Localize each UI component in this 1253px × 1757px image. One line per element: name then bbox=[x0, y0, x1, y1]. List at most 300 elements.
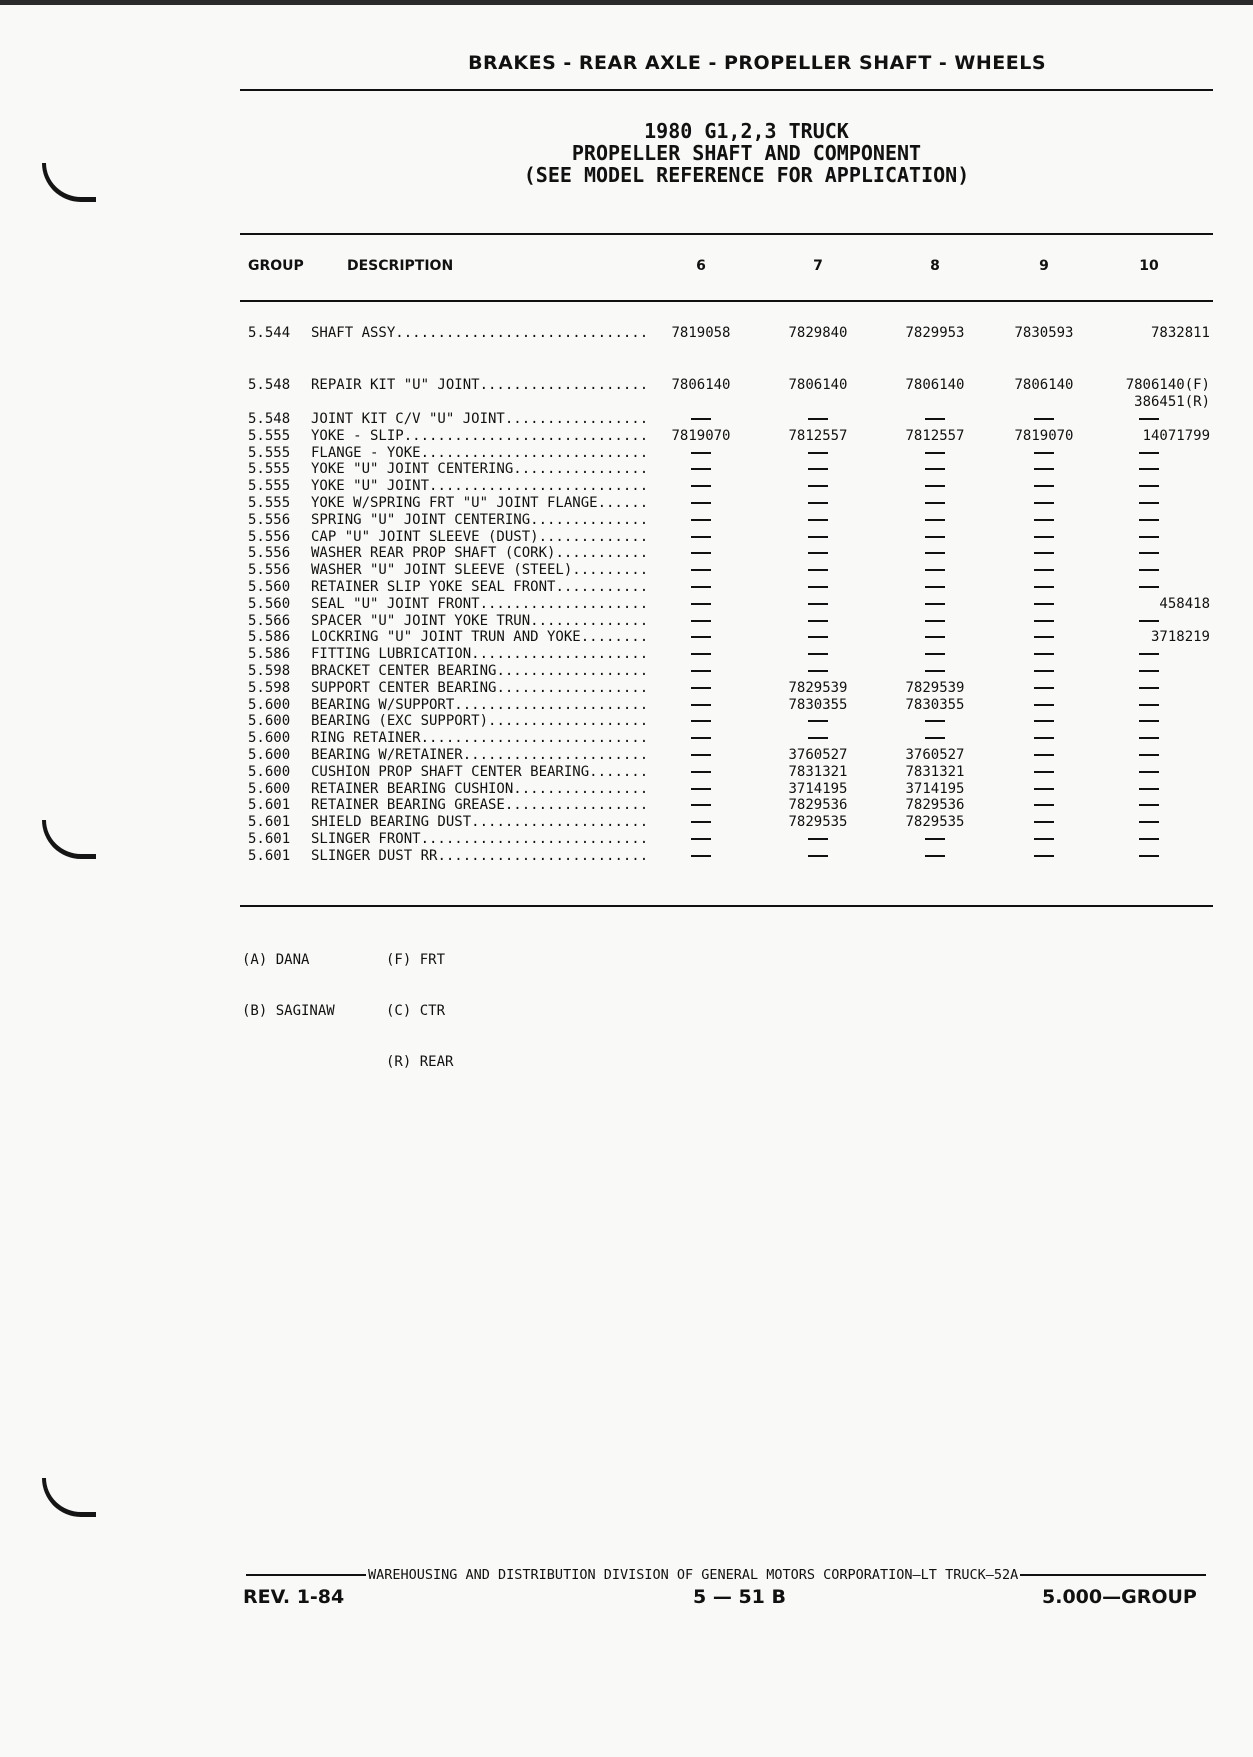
row-description bbox=[311, 680, 646, 697]
row-part-number-col8 bbox=[880, 562, 990, 579]
row-group-code: 5.556 bbox=[248, 528, 291, 545]
row-description bbox=[311, 461, 646, 478]
row-description-text: RETAINER BEARING GREASE bbox=[311, 797, 505, 814]
not-applicable-dash bbox=[1034, 788, 1054, 790]
row-part-number-col10 bbox=[1094, 495, 1204, 512]
row-description-text: SEAL "U" JOINT FRONT bbox=[311, 595, 480, 612]
row-description-text: JOINT KIT C/V "U" JOINT bbox=[311, 411, 505, 427]
row-part-number-col9 bbox=[989, 461, 1099, 478]
not-applicable-dash bbox=[1139, 536, 1159, 538]
not-applicable-dash bbox=[925, 620, 945, 622]
not-applicable-dash bbox=[808, 720, 828, 722]
not-applicable-dash bbox=[691, 519, 711, 521]
row-part-number-col6 bbox=[646, 596, 756, 613]
row-part-number-col7: 7829535 bbox=[788, 814, 848, 831]
row-description-text: SHIELD BEARING DUST bbox=[311, 814, 472, 831]
row-part-number-col9 bbox=[989, 596, 1099, 613]
not-applicable-dash bbox=[1034, 569, 1054, 571]
not-applicable-dash bbox=[1034, 485, 1054, 487]
not-applicable-dash bbox=[808, 620, 828, 622]
row-part-number-col10 bbox=[1094, 411, 1204, 428]
row-part-number-col8 bbox=[880, 445, 990, 462]
row-part-number-col10 bbox=[1094, 781, 1204, 798]
row-part-number-col10 bbox=[1094, 730, 1204, 747]
row-part-number-col10 bbox=[1094, 461, 1204, 478]
not-applicable-dash bbox=[1034, 720, 1054, 722]
row-group-code: 5.555 bbox=[248, 461, 291, 478]
row-part-number-col6 bbox=[646, 713, 756, 730]
not-applicable-dash bbox=[1034, 636, 1054, 638]
row-part-number-col6 bbox=[646, 445, 756, 462]
title-line-2: PROPELLER SHAFT AND COMPONENT bbox=[571, 141, 922, 165]
not-applicable-dash bbox=[1139, 519, 1159, 521]
row-part-number-col9 bbox=[989, 797, 1099, 814]
row-part-number-col9: 7819070 bbox=[1014, 427, 1074, 444]
not-applicable-dash bbox=[691, 418, 711, 420]
row-part-number-col7 bbox=[763, 713, 873, 730]
not-applicable-dash bbox=[691, 855, 711, 857]
not-applicable-dash bbox=[1139, 687, 1159, 689]
row-part-number-col7 bbox=[763, 411, 873, 428]
not-applicable-dash bbox=[808, 552, 828, 554]
column-header-7: 7 bbox=[813, 258, 823, 274]
row-part-number-col8 bbox=[880, 613, 990, 630]
row-part-number-col7: 7831321 bbox=[788, 763, 848, 780]
title-line-1: 1980 G1,2,3 TRUCK bbox=[644, 119, 849, 143]
row-description-text: WASHER "U" JOINT SLEEVE (STEEL) bbox=[311, 562, 573, 579]
row-part-number-col10 bbox=[1094, 545, 1204, 562]
row-part-number-col7 bbox=[763, 663, 873, 680]
row-description bbox=[311, 495, 646, 512]
not-applicable-dash bbox=[925, 536, 945, 538]
not-applicable-dash bbox=[691, 536, 711, 538]
row-part-number-col9 bbox=[989, 730, 1099, 747]
row-description bbox=[311, 663, 646, 680]
row-description bbox=[311, 613, 646, 630]
not-applicable-dash bbox=[1139, 771, 1159, 773]
not-applicable-dash bbox=[1139, 788, 1159, 790]
not-applicable-dash bbox=[1139, 804, 1159, 806]
row-part-number-col6 bbox=[646, 646, 756, 663]
row-part-number-col9 bbox=[989, 713, 1099, 730]
row-part-number-col9 bbox=[989, 613, 1099, 630]
row-group-code: 5.556 bbox=[248, 562, 291, 579]
not-applicable-dash bbox=[1034, 586, 1054, 588]
row-part-number-col10 bbox=[1094, 512, 1204, 529]
not-applicable-dash bbox=[1034, 670, 1054, 672]
not-applicable-dash bbox=[1139, 704, 1159, 706]
row-part-number-col10 bbox=[1094, 579, 1204, 596]
footer-division-line bbox=[246, 1567, 1206, 1583]
not-applicable-dash bbox=[691, 452, 711, 454]
row-part-number-col8 bbox=[880, 848, 990, 865]
row-description bbox=[311, 579, 646, 596]
row-part-number-col7: 3714195 bbox=[788, 780, 848, 797]
not-applicable-dash bbox=[691, 737, 711, 739]
not-applicable-dash bbox=[808, 536, 828, 538]
row-description bbox=[311, 478, 646, 495]
not-applicable-dash bbox=[1139, 737, 1159, 739]
row-description bbox=[311, 545, 646, 562]
not-applicable-dash bbox=[1034, 653, 1054, 655]
row-part-number-col8 bbox=[880, 831, 990, 848]
row-part-number-col8: 7831321 bbox=[905, 763, 965, 780]
not-applicable-dash bbox=[1139, 552, 1159, 554]
row-description-text: SLINGER DUST RR bbox=[311, 847, 438, 864]
row-group-code: 5.600 bbox=[248, 780, 291, 797]
row-part-number-col8 bbox=[880, 646, 990, 663]
row-part-number-col8: 7829539 bbox=[905, 679, 965, 696]
row-part-number-col8: 7812557 bbox=[905, 427, 965, 444]
row-description-text: REPAIR KIT "U" JOINT bbox=[311, 377, 480, 393]
row-description-text: RETAINER SLIP YOKE SEAL FRONT bbox=[311, 579, 556, 595]
row-part-number-col9 bbox=[989, 545, 1099, 562]
row-part-number-col9 bbox=[989, 680, 1099, 697]
binder-hole-mark bbox=[42, 163, 96, 202]
row-part-number-col7: 7806140 bbox=[788, 377, 848, 393]
row-part-number-col10 bbox=[1094, 445, 1204, 462]
footer-revision: REV. 1-84 bbox=[243, 1586, 345, 1608]
row-part-number-col9 bbox=[989, 411, 1099, 428]
row-part-number-col9: 7806140 bbox=[1014, 377, 1074, 393]
not-applicable-dash bbox=[808, 653, 828, 655]
not-applicable-dash bbox=[925, 519, 945, 521]
not-applicable-dash bbox=[1034, 754, 1054, 756]
column-header-9: 9 bbox=[1039, 258, 1049, 274]
not-applicable-dash bbox=[691, 687, 711, 689]
not-applicable-dash bbox=[691, 788, 711, 790]
not-applicable-dash bbox=[691, 603, 711, 605]
row-group-code: 5.598 bbox=[248, 679, 291, 696]
row-part-number-col6: 7819070 bbox=[671, 427, 731, 444]
row-part-number-col7 bbox=[763, 445, 873, 462]
row-part-number-col10 bbox=[1094, 831, 1204, 848]
not-applicable-dash bbox=[691, 653, 711, 655]
not-applicable-dash bbox=[925, 720, 945, 722]
row-group-code: 5.586 bbox=[248, 646, 291, 663]
row-part-number-col8 bbox=[880, 411, 990, 428]
not-applicable-dash bbox=[925, 636, 945, 638]
row-part-number-col8 bbox=[880, 461, 990, 478]
row-description-text: SPACER "U" JOINT YOKE TRUN bbox=[311, 612, 531, 629]
row-part-number-col6 bbox=[646, 613, 756, 630]
row-description-text: BEARING W/SUPPORT bbox=[311, 696, 455, 713]
row-part-number-col7 bbox=[763, 831, 873, 848]
row-part-number-col9 bbox=[989, 848, 1099, 865]
section-header-text: BRAKES - REAR AXLE - PROPELLER SHAFT - WHEELS bbox=[468, 52, 1046, 74]
row-part-number-col9 bbox=[989, 445, 1099, 462]
row-description-text: YOKE - SLIP bbox=[311, 427, 404, 444]
not-applicable-dash bbox=[1034, 838, 1054, 840]
row-part-number-col10: 3718219 bbox=[1150, 629, 1210, 646]
row-description bbox=[311, 562, 646, 579]
row-part-number-col6 bbox=[646, 461, 756, 478]
row-description bbox=[311, 730, 646, 747]
row-part-number-col6 bbox=[646, 730, 756, 747]
row-part-number-col6 bbox=[646, 747, 756, 764]
not-applicable-dash bbox=[1034, 821, 1054, 823]
not-applicable-dash bbox=[1034, 687, 1054, 689]
row-description bbox=[311, 797, 646, 814]
row-description-text: CAP "U" JOINT SLEEVE (DUST) bbox=[311, 528, 539, 545]
row-description-text: SLINGER FRONT bbox=[311, 831, 421, 847]
row-part-number-col10 bbox=[1094, 613, 1204, 630]
row-group-code: 5.600 bbox=[248, 763, 291, 780]
row-part-number-col7 bbox=[763, 562, 873, 579]
row-part-number-col8: 7829536 bbox=[905, 797, 965, 814]
row-part-number-col6: 7819058 bbox=[671, 325, 731, 341]
not-applicable-dash bbox=[1139, 586, 1159, 588]
row-part-number-col10 bbox=[1094, 848, 1204, 865]
row-group-code: 5.600 bbox=[248, 747, 291, 763]
not-applicable-dash bbox=[925, 552, 945, 554]
row-part-number-col6 bbox=[646, 529, 756, 546]
row-group-code: 5.548 bbox=[248, 377, 291, 393]
not-applicable-dash bbox=[691, 620, 711, 622]
row-part-number-col6 bbox=[646, 411, 756, 428]
not-applicable-dash bbox=[808, 670, 828, 672]
not-applicable-dash bbox=[1139, 502, 1159, 504]
not-applicable-dash bbox=[691, 821, 711, 823]
row-part-number-col10: 7806140(F) bbox=[1125, 377, 1210, 393]
row-part-number-col10 bbox=[1094, 764, 1204, 781]
row-description bbox=[311, 697, 646, 714]
row-description-text: YOKE "U" JOINT bbox=[311, 478, 430, 495]
row-group-code: 5.560 bbox=[248, 579, 291, 595]
row-part-number-col10: 458418 bbox=[1159, 595, 1210, 612]
row-part-number-col10 bbox=[1094, 814, 1204, 831]
not-applicable-dash bbox=[691, 771, 711, 773]
row-part-number-col8: 3760527 bbox=[905, 747, 965, 763]
not-applicable-dash bbox=[808, 519, 828, 521]
not-applicable-dash bbox=[1139, 653, 1159, 655]
not-applicable-dash bbox=[1034, 804, 1054, 806]
row-part-number-col10 bbox=[1094, 663, 1204, 680]
row-description-text: FITTING LUBRICATION bbox=[311, 646, 472, 663]
not-applicable-dash bbox=[808, 452, 828, 454]
header-bottom-rule bbox=[240, 300, 1213, 302]
row-part-number-col7 bbox=[763, 512, 873, 529]
row-part-number-col6 bbox=[646, 545, 756, 562]
table-top-rule bbox=[240, 233, 1213, 235]
row-group-code: 5.601 bbox=[248, 814, 291, 831]
not-applicable-dash bbox=[691, 670, 711, 672]
not-applicable-dash bbox=[691, 804, 711, 806]
not-applicable-dash bbox=[1139, 670, 1159, 672]
not-applicable-dash bbox=[1139, 838, 1159, 840]
row-part-number-col9 bbox=[989, 831, 1099, 848]
row-part-number-col10-rear: 386451(R) bbox=[1134, 394, 1210, 410]
column-header-10: 10 bbox=[1139, 258, 1159, 274]
row-description-text: RETAINER BEARING CUSHION bbox=[311, 780, 514, 797]
row-part-number-col7 bbox=[763, 613, 873, 630]
row-part-number-col9 bbox=[989, 495, 1099, 512]
not-applicable-dash bbox=[691, 552, 711, 554]
row-group-code: 5.600 bbox=[248, 730, 291, 747]
row-part-number-col9 bbox=[989, 697, 1099, 714]
not-applicable-dash bbox=[1139, 452, 1159, 454]
row-part-number-col6 bbox=[646, 680, 756, 697]
not-applicable-dash bbox=[1034, 536, 1054, 538]
legend-position bbox=[386, 918, 453, 1088]
row-part-number-col9 bbox=[989, 663, 1099, 680]
not-applicable-dash bbox=[808, 468, 828, 470]
row-part-number-col6 bbox=[646, 663, 756, 680]
row-part-number-col9 bbox=[989, 629, 1099, 646]
not-applicable-dash bbox=[1034, 771, 1054, 773]
row-group-code: 5.555 bbox=[248, 427, 291, 444]
binder-hole-mark bbox=[42, 820, 96, 859]
row-part-number-col8 bbox=[880, 713, 990, 730]
header-rule bbox=[240, 89, 1213, 91]
not-applicable-dash bbox=[1139, 720, 1159, 722]
row-description-text: BEARING W/RETAINER bbox=[311, 747, 463, 763]
not-applicable-dash bbox=[691, 485, 711, 487]
row-part-number-col7: 3760527 bbox=[788, 747, 848, 763]
not-applicable-dash bbox=[808, 586, 828, 588]
row-part-number-col8: 7829953 bbox=[905, 325, 965, 341]
row-part-number-col8 bbox=[880, 579, 990, 596]
row-part-number-col7 bbox=[763, 629, 873, 646]
not-applicable-dash bbox=[691, 720, 711, 722]
row-part-number-col10: 7832811 bbox=[1150, 325, 1210, 341]
not-applicable-dash bbox=[691, 569, 711, 571]
row-part-number-col10: 14071799 bbox=[1142, 427, 1210, 444]
not-applicable-dash bbox=[925, 653, 945, 655]
not-applicable-dash bbox=[1139, 754, 1159, 756]
not-applicable-dash bbox=[925, 418, 945, 420]
column-header-6: 6 bbox=[696, 258, 706, 274]
row-part-number-col8 bbox=[880, 629, 990, 646]
row-description bbox=[311, 445, 646, 462]
row-part-number-col9 bbox=[989, 529, 1099, 546]
row-group-code: 5.560 bbox=[248, 595, 291, 612]
row-part-number-col10 bbox=[1094, 478, 1204, 495]
column-header-description: DESCRIPTION bbox=[347, 258, 454, 274]
row-part-number-col9: 7830593 bbox=[1014, 325, 1074, 341]
row-part-number-col9 bbox=[989, 646, 1099, 663]
row-description bbox=[311, 646, 646, 663]
row-description bbox=[311, 377, 646, 394]
legend-item: (A) DANA bbox=[242, 952, 310, 968]
not-applicable-dash bbox=[691, 704, 711, 706]
row-part-number-col10 bbox=[1094, 646, 1204, 663]
column-header-8: 8 bbox=[930, 258, 940, 274]
not-applicable-dash bbox=[1034, 519, 1054, 521]
not-applicable-dash bbox=[808, 855, 828, 857]
title-line-3: (SEE MODEL REFERENCE FOR APPLICATION) bbox=[523, 163, 970, 187]
not-applicable-dash bbox=[925, 670, 945, 672]
row-part-number-col7 bbox=[763, 495, 873, 512]
row-description-text: RING RETAINER bbox=[311, 730, 421, 747]
row-description bbox=[311, 596, 646, 613]
not-applicable-dash bbox=[1139, 468, 1159, 470]
row-description bbox=[311, 325, 646, 342]
not-applicable-dash bbox=[691, 502, 711, 504]
row-part-number-col8 bbox=[880, 730, 990, 747]
row-part-number-col7 bbox=[763, 596, 873, 613]
row-description bbox=[311, 411, 646, 428]
row-description bbox=[311, 848, 646, 865]
not-applicable-dash bbox=[1034, 452, 1054, 454]
not-applicable-dash bbox=[925, 737, 945, 739]
page-top-edge bbox=[0, 0, 1253, 5]
row-group-code: 5.601 bbox=[248, 797, 291, 814]
not-applicable-dash bbox=[925, 452, 945, 454]
row-part-number-col7 bbox=[763, 579, 873, 596]
page-title bbox=[240, 120, 1253, 186]
row-description bbox=[311, 747, 646, 764]
not-applicable-dash bbox=[1034, 603, 1054, 605]
row-part-number-col7 bbox=[763, 545, 873, 562]
not-applicable-dash bbox=[925, 502, 945, 504]
row-part-number-col10 bbox=[1094, 562, 1204, 579]
not-applicable-dash bbox=[925, 569, 945, 571]
row-group-code: 5.555 bbox=[248, 478, 291, 495]
row-description bbox=[311, 529, 646, 546]
not-applicable-dash bbox=[1034, 468, 1054, 470]
binder-hole-mark bbox=[42, 1478, 96, 1517]
not-applicable-dash bbox=[808, 418, 828, 420]
row-part-number-col9 bbox=[989, 781, 1099, 798]
row-part-number-col9 bbox=[989, 512, 1099, 529]
row-group-code: 5.566 bbox=[248, 612, 291, 629]
row-group-code: 5.556 bbox=[248, 511, 291, 528]
row-part-number-col6 bbox=[646, 781, 756, 798]
not-applicable-dash bbox=[808, 636, 828, 638]
row-part-number-col6 bbox=[646, 831, 756, 848]
not-applicable-dash bbox=[1139, 569, 1159, 571]
not-applicable-dash bbox=[1034, 552, 1054, 554]
column-header-group: GROUP bbox=[248, 258, 304, 274]
row-description-text: YOKE W/SPRING FRT "U" JOINT FLANGE bbox=[311, 495, 598, 511]
row-description-text: BEARING (EXC SUPPORT) bbox=[311, 713, 489, 730]
row-part-number-col7 bbox=[763, 646, 873, 663]
row-description-text: LOCKRING "U" JOINT TRUN AND YOKE bbox=[311, 629, 581, 646]
not-applicable-dash bbox=[925, 586, 945, 588]
row-part-number-col6 bbox=[646, 478, 756, 495]
legend-item: (C) CTR bbox=[386, 1003, 446, 1019]
row-description bbox=[311, 781, 646, 798]
row-part-number-col10 bbox=[1094, 713, 1204, 730]
row-part-number-col7 bbox=[763, 461, 873, 478]
row-part-number-col7 bbox=[763, 730, 873, 747]
row-part-number-col8: 7806140 bbox=[905, 377, 965, 393]
row-part-number-col10 bbox=[1094, 680, 1204, 697]
row-part-number-col6 bbox=[646, 697, 756, 714]
footer-division-text: WAREHOUSING AND DISTRIBUTION DIVISION OF GENERAL MOTORS CORPORATION—LT TRUCK—52A bbox=[368, 1567, 1019, 1583]
not-applicable-dash bbox=[808, 737, 828, 739]
row-group-code: 5.600 bbox=[248, 713, 291, 730]
not-applicable-dash bbox=[1034, 855, 1054, 857]
row-group-code: 5.601 bbox=[248, 847, 291, 864]
row-part-number-col6 bbox=[646, 562, 756, 579]
row-group-code: 5.555 bbox=[248, 444, 291, 461]
row-part-number-col6 bbox=[646, 579, 756, 596]
row-part-number-col6: 7806140 bbox=[671, 377, 731, 393]
row-description-text: WASHER REAR PROP SHAFT (CORK) bbox=[311, 545, 556, 562]
row-part-number-col10 bbox=[1094, 797, 1204, 814]
row-group-code: 5.556 bbox=[248, 545, 291, 562]
not-applicable-dash bbox=[691, 838, 711, 840]
row-part-number-col7 bbox=[763, 478, 873, 495]
legend-item: (F) FRT bbox=[386, 952, 446, 968]
not-applicable-dash bbox=[808, 603, 828, 605]
row-description-text: FLANGE - YOKE bbox=[311, 444, 421, 461]
row-group-code: 5.555 bbox=[248, 495, 291, 511]
row-part-number-col8 bbox=[880, 478, 990, 495]
row-part-number-col10 bbox=[1094, 747, 1204, 764]
